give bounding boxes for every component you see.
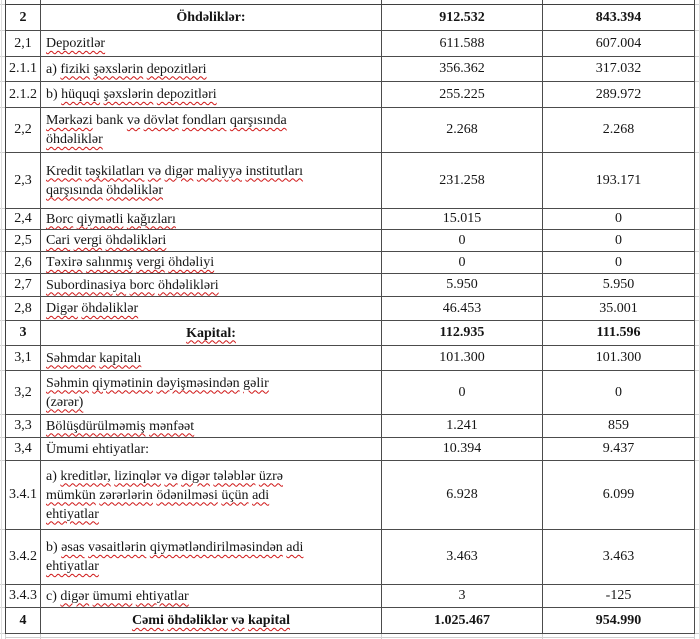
- balance-sheet-table: [5, 4, 695, 634]
- value-previous-cell: 0: [543, 209, 695, 229]
- description-line: Öhdəliklər:: [176, 10, 246, 25]
- value-current-cell: 112.935: [382, 321, 543, 345]
- table-row: [6, 297, 695, 321]
- table-row: [6, 415, 695, 438]
- description-line: a) fiziki şəxslərin depozitləri: [46, 61, 207, 77]
- description-cell: [41, 209, 382, 229]
- spellcheck-word: Cari: [46, 233, 71, 248]
- value-current-cell: 3: [382, 585, 543, 607]
- spellcheck-word: salınmış: [86, 255, 133, 270]
- row-number-cell: 2.1.1: [6, 57, 41, 81]
- spellcheck-word: ümumi: [92, 588, 133, 604]
- description-line: [46, 393, 83, 412]
- spellcheck-word: öhdəliyi: [168, 255, 215, 270]
- description-line: [46, 349, 141, 368]
- spellcheck-word: kreditlər,: [60, 468, 111, 484]
- value-previous-cell: -125: [543, 585, 695, 607]
- value-current-cell: 3.463: [382, 530, 543, 584]
- spellcheck-word: borc: [129, 277, 155, 293]
- spellcheck-word: üzrə: [258, 468, 283, 484]
- description-line: Ümumi ehtiyatlar:: [46, 441, 150, 457]
- description-line: Mərkəzi bank və dövlət fondları qarşısında: [46, 113, 287, 128]
- value-previous-cell: 843.394: [543, 5, 695, 30]
- value-previous-cell: 317.032: [543, 57, 695, 81]
- description-line: [46, 253, 214, 272]
- description-cell: [41, 608, 382, 633]
- spellcheck-word: fiziki: [60, 61, 90, 77]
- spellcheck-word: vergi: [73, 233, 103, 248]
- spellcheck-word: Borc: [46, 211, 74, 227]
- spellcheck-word: Subordinasiya: [46, 277, 127, 293]
- description-line: [46, 210, 176, 229]
- row-number-cell: 3.4.3: [6, 585, 41, 607]
- value-current-cell: 46.453: [382, 297, 543, 320]
- gridline: [5, 637, 695, 638]
- table-row: [6, 585, 695, 608]
- table-row: [6, 209, 695, 230]
- spellcheck-word: və: [126, 113, 141, 128]
- value-current-cell: 912.532: [382, 5, 543, 30]
- spellcheck-word: Təxirə: [46, 255, 83, 270]
- row-number-cell: 3.4.2: [6, 530, 41, 584]
- spellcheck-word: Bölüşdürülməmiş: [46, 418, 146, 434]
- description-cell: [41, 461, 382, 529]
- value-current-cell: 0: [382, 252, 543, 273]
- description-line: [46, 374, 269, 393]
- table-row: [6, 230, 695, 252]
- row-number-cell: 3,1: [6, 346, 41, 370]
- spellcheck-word: öhdəliklər: [167, 613, 228, 628]
- row-number-cell: 3: [6, 321, 41, 345]
- spellcheck-word: lizinqlər: [114, 468, 161, 484]
- spellcheck-word: qarşısında: [46, 182, 103, 198]
- row-number-cell: 2.1.2: [6, 82, 41, 107]
- row-number-cell: 3.4.1: [6, 461, 41, 529]
- table-row: [6, 82, 695, 108]
- spellcheck-word: öhdəliklər: [46, 132, 103, 147]
- row-number-cell: 4: [6, 608, 41, 633]
- gridline: [1, 0, 2, 639]
- value-previous-cell: 5.950: [543, 274, 695, 296]
- description-cell: [41, 274, 382, 296]
- spellcheck-word: üçün: [221, 487, 249, 503]
- value-previous-cell: 6.099: [543, 461, 695, 529]
- spellcheck-word: zərərlərin: [99, 487, 153, 503]
- description-cell: [41, 57, 382, 81]
- row-number-cell: 2,1: [6, 31, 41, 56]
- description-line: b) əsas vəsaitlərin qiymətləndirilməsindən adi: [46, 540, 304, 555]
- description-line: [46, 231, 166, 250]
- spellcheck-word: dövlət: [143, 113, 179, 128]
- gridline: [694, 0, 695, 4]
- spellcheck-word: kapital: [248, 613, 291, 628]
- description-line: [46, 130, 103, 149]
- table-row: [6, 608, 695, 634]
- spellcheck-word: digər: [181, 468, 210, 484]
- description-line: [46, 299, 138, 318]
- value-current-cell: 101.300: [382, 346, 543, 370]
- spellcheck-word: mümkün: [46, 487, 96, 503]
- spellcheck-word: ehtiyatlar: [46, 506, 99, 522]
- description-line: [132, 611, 290, 630]
- spellcheck-word: kapitalı: [99, 350, 142, 366]
- spellcheck-word: tələblər: [213, 468, 256, 484]
- table-row: [6, 321, 695, 346]
- spellcheck-word: depozitləri: [156, 87, 217, 102]
- spellcheck-word: öhdəlikləri: [105, 233, 167, 248]
- value-previous-cell: 289.972: [543, 82, 695, 107]
- spellcheck-word: əsas: [61, 540, 85, 555]
- spellcheck-word: adi: [286, 540, 304, 555]
- spellcheck-word: fondları: [182, 113, 227, 128]
- row-number-cell: 3,3: [6, 415, 41, 437]
- value-previous-cell: 2.268: [543, 108, 695, 152]
- spellcheck-word: öhdəliklər: [106, 182, 164, 198]
- spellcheck-word: öhdəlikləri: [158, 277, 219, 293]
- description-cell: [41, 82, 382, 107]
- description-cell: [41, 5, 382, 30]
- table-row: [6, 57, 695, 82]
- spellcheck-word: adi: [252, 487, 270, 503]
- description-cell: [41, 530, 382, 584]
- value-current-cell: 6.928: [382, 461, 543, 529]
- spellcheck-word: kağızları: [126, 211, 176, 227]
- description-cell: [41, 108, 382, 152]
- description-line: [46, 505, 99, 524]
- row-number-cell: 2,2: [6, 108, 41, 152]
- spellcheck-word: gəlir: [243, 375, 269, 391]
- row-number-cell: 2,7: [6, 274, 41, 296]
- spellcheck-word: hüquqi: [61, 87, 101, 102]
- description-line: b) hüquqi şəxslərin depozitləri: [46, 87, 217, 102]
- gridline: [381, 0, 382, 4]
- value-current-cell: 15.015: [382, 209, 543, 229]
- description-line: [46, 181, 163, 200]
- spellcheck-word: qiymətli: [76, 211, 124, 227]
- description-cell: [41, 297, 382, 320]
- row-number-cell: 3,4: [6, 438, 41, 460]
- value-previous-cell: 101.300: [543, 346, 695, 370]
- table-row: [6, 438, 695, 461]
- description-line: [46, 276, 219, 295]
- description-cell: [41, 371, 382, 414]
- spellcheck-word: ödənilməsi: [156, 487, 218, 503]
- spellcheck-word: şəxslərin: [93, 61, 144, 77]
- description-line: [46, 34, 105, 53]
- spellcheck-word: institutları: [245, 163, 304, 179]
- spellcheck-word: Kapital:: [186, 325, 236, 341]
- spellcheck-word: vergi: [136, 255, 165, 270]
- value-previous-cell: 35.001: [543, 297, 695, 320]
- table-row: [6, 108, 695, 153]
- spellcheck-word: mənfəət: [149, 418, 195, 434]
- gridline: [40, 0, 41, 4]
- value-current-cell: 611.588: [382, 31, 543, 56]
- spellcheck-word: Digər: [46, 301, 78, 316]
- value-current-cell: 356.362: [382, 57, 543, 81]
- table-row: [6, 346, 695, 371]
- value-previous-cell: 607.004: [543, 31, 695, 56]
- value-previous-cell: 859: [543, 415, 695, 437]
- description-cell: [41, 415, 382, 437]
- spellcheck-word: ehtiyatlar: [46, 559, 99, 574]
- value-previous-cell: 0: [543, 230, 695, 251]
- description-line: [46, 417, 194, 436]
- row-number-cell: 2,6: [6, 252, 41, 273]
- description-line: [46, 486, 269, 505]
- spellcheck-word: Cəmi: [131, 613, 164, 628]
- spellcheck-word: ehtiyatlar: [135, 588, 189, 604]
- table-row: [6, 274, 695, 297]
- spellcheck-word: qiymətinin: [92, 375, 153, 391]
- spellcheck-word: Kredit: [46, 163, 82, 179]
- spellcheck-word: şəxslərin: [103, 87, 154, 102]
- row-number-cell: 2,3: [6, 153, 41, 208]
- value-current-cell: 0: [382, 371, 543, 414]
- spellcheck-word: digər: [60, 588, 90, 604]
- spellcheck-word: digər: [164, 163, 194, 179]
- value-current-cell: 1.241: [382, 415, 543, 437]
- spellcheck-word: (zərər): [46, 394, 84, 410]
- spellcheck-word: Mərkəzi: [46, 113, 93, 128]
- row-number-cell: 2,4: [6, 209, 41, 229]
- spellcheck-word: dəyişməsindən: [156, 375, 240, 391]
- value-previous-cell: 0: [543, 371, 695, 414]
- description-cell: [41, 321, 382, 345]
- spellcheck-word: vəsaitlərin: [88, 540, 147, 555]
- description-cell: [41, 31, 382, 56]
- description-cell: [41, 153, 382, 208]
- description-cell: [41, 585, 382, 607]
- spellcheck-word: öhdəliklər: [81, 301, 139, 316]
- table-row: [6, 31, 695, 57]
- table-row: [6, 252, 695, 274]
- value-current-cell: 255.225: [382, 82, 543, 107]
- value-current-cell: 231.258: [382, 153, 543, 208]
- description-cell: [41, 438, 382, 460]
- value-current-cell: 2.268: [382, 108, 543, 152]
- spellcheck-word: qarşısında: [229, 113, 287, 128]
- description-line: c) digər ümumi ehtiyatlar: [46, 588, 189, 604]
- row-number-cell: 2: [6, 5, 41, 30]
- value-previous-cell: 193.171: [543, 153, 695, 208]
- table-row: [6, 371, 695, 415]
- spellcheck-word: və: [147, 163, 162, 179]
- value-current-cell: 5.950: [382, 274, 543, 296]
- value-previous-cell: 9.437: [543, 438, 695, 460]
- value-previous-cell: 3.463: [543, 530, 695, 584]
- value-current-cell: 1.025.467: [382, 608, 543, 633]
- value-previous-cell: 954.990: [543, 608, 695, 633]
- spellcheck-word: Depozitlər: [46, 36, 106, 51]
- table-row: [6, 153, 695, 209]
- value-previous-cell: 111.596: [543, 321, 695, 345]
- description-line: [186, 324, 236, 343]
- table-row: [6, 5, 695, 31]
- spellcheck-word: Səhmdar: [46, 350, 96, 366]
- row-number-cell: 2,5: [6, 230, 41, 251]
- spellcheck-word: və: [164, 468, 178, 484]
- gridline: [5, 0, 6, 4]
- description-cell: [41, 230, 382, 251]
- table-row: [6, 461, 695, 530]
- gridline: [542, 0, 543, 4]
- description-cell: [41, 346, 382, 370]
- spellcheck-word: Səhmin: [46, 375, 89, 391]
- spellcheck-word: depozitləri: [146, 61, 207, 77]
- row-number-cell: 2,8: [6, 297, 41, 320]
- value-previous-cell: 0: [543, 252, 695, 273]
- table-row: [6, 530, 695, 585]
- description-line: [46, 557, 99, 576]
- spellcheck-word: qiymətləndirilməsindən: [149, 540, 283, 555]
- value-current-cell: 0: [382, 230, 543, 251]
- value-current-cell: 10.394: [382, 438, 543, 460]
- row-number-cell: 3,2: [6, 371, 41, 414]
- spellcheck-word: və: [231, 613, 245, 628]
- description-cell: [41, 252, 382, 273]
- description-line: [46, 162, 303, 181]
- description-line: a) kreditlər, lizinqlər və digər tələblər üzrə: [46, 468, 283, 484]
- spellcheck-word: maliyyə: [196, 163, 242, 179]
- spellcheck-word: təşkilatları: [85, 163, 145, 179]
